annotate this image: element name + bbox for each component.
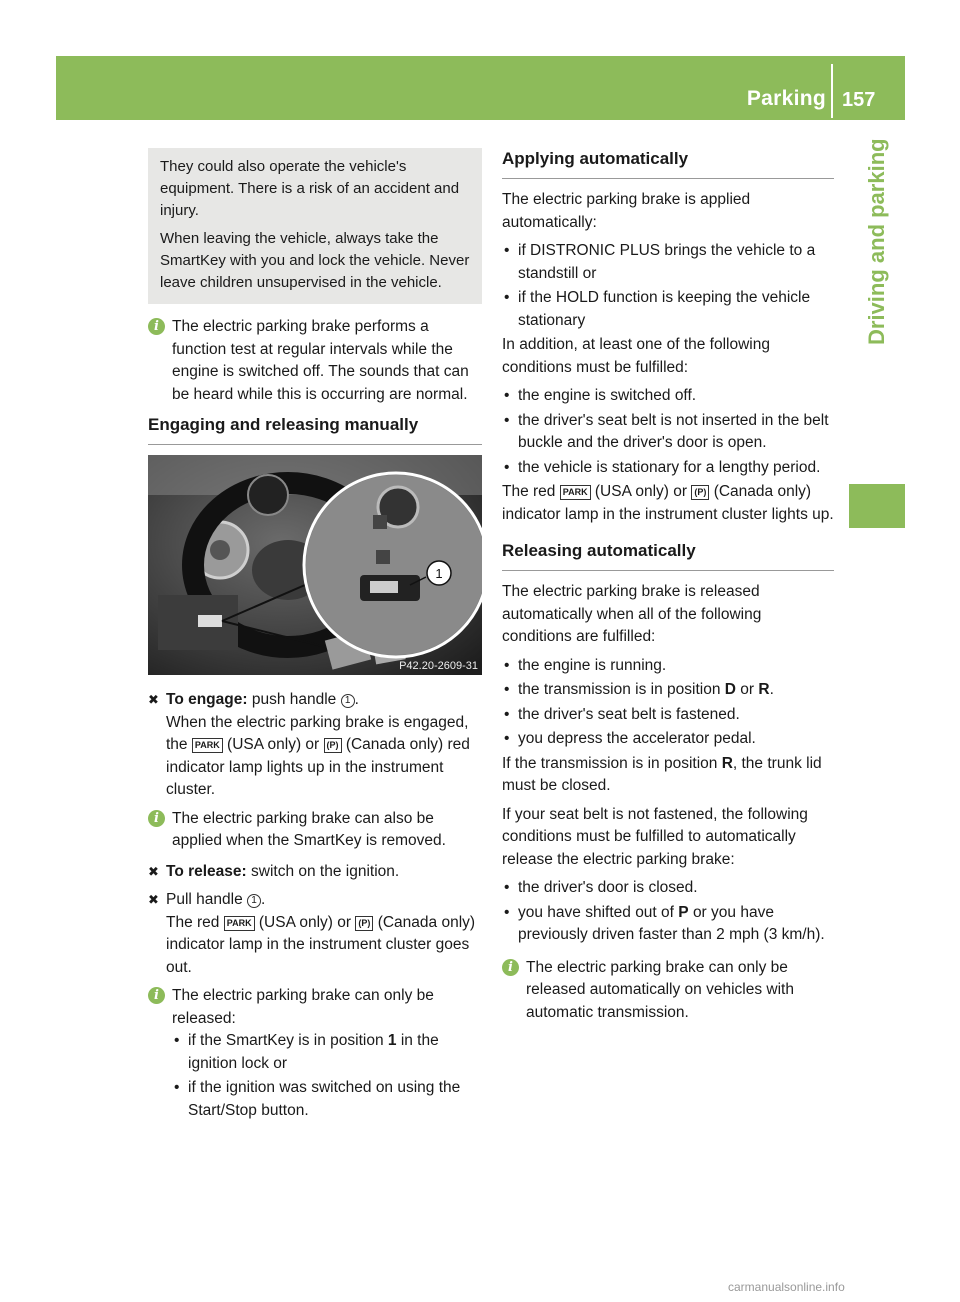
list-item: • the driver's seat belt is fastened.	[504, 705, 740, 723]
step-arrow-icon: ✖	[148, 892, 159, 907]
left-column	[148, 148, 482, 1130]
list-item: • you have shifted out of P or you have previously driven faster than 2 mph (3 km/h).	[504, 903, 825, 943]
header-divider	[831, 64, 833, 118]
list-item: • the driver's seat belt is not inserted in the belt buckle and the driver's door is open.	[504, 411, 829, 451]
list-item: • the engine is running.	[504, 656, 667, 674]
callout-1-icon: 1	[341, 694, 355, 708]
list-item: • if DISTRONIC PLUS brings the vehicle to a standstill or	[504, 242, 816, 282]
section-title: Parking	[746, 87, 826, 110]
list-item: • the vehicle is stationary for a lengthy period.	[504, 458, 821, 476]
chapter-tab	[849, 120, 905, 470]
step-pull: ✖ Pull handle 1 . The red PARK (USA only) or (P) (Canada only) indicator lamp in the instrument cluster goes out.	[148, 891, 476, 976]
chapter-tab-label: Driving and parking	[864, 138, 889, 345]
chapter-marker	[849, 484, 905, 528]
footer-watermark: carmanualsonline.info	[728, 1280, 845, 1294]
info-icon: i	[148, 810, 165, 827]
heading-engaging-releasing: Engaging and releasing manually	[148, 414, 482, 445]
p-circle-lamp-icon: (P)	[324, 738, 342, 753]
list-item: • the driver's door is closed.	[504, 879, 698, 896]
step-engage: ✖ To engage: push handle 1 . When the electric parking brake is engaged, the PARK (USA only) or (P) (Canada only) red indicator lamp lights up in the instrument cluster.	[148, 691, 470, 798]
warning-text-1: They could also operate the vehicle's equipment. There is a risk of an accident and injury.	[160, 158, 460, 219]
list-item: • the engine is switched off.	[504, 387, 697, 404]
page-header	[56, 56, 905, 120]
page-number: 157	[842, 89, 876, 111]
trunk-paragraph: If the transmission is in position R, the trunk lid must be closed.	[502, 754, 822, 794]
warning-text-2: When leaving the vehicle, always take the SmartKey with you and lock the vehicle. Never leave children unsupervised in the vehicle.	[160, 230, 470, 291]
info-icon: i	[148, 987, 165, 1004]
p-circle-lamp-icon: (P)	[355, 916, 373, 931]
step-release: ✖ To release: switch on the ignition.	[148, 861, 482, 884]
heading-applying-automatically: Applying automatically	[502, 148, 834, 179]
callout-1-icon: 1	[247, 894, 261, 908]
list-item: • if the HOLD function is keeping the vehicle stationary	[504, 289, 811, 329]
step-arrow-icon: ✖	[148, 692, 159, 707]
p-circle-lamp-icon: (P)	[691, 485, 709, 500]
steering-wheel-illustration	[148, 455, 482, 675]
list-item: • if the SmartKey is in position 1 in the ignition lock or	[174, 1032, 439, 1072]
info-icon: i	[148, 318, 165, 335]
list-item: • you depress the accelerator pedal.	[504, 730, 756, 747]
info-icon: i	[502, 959, 519, 976]
list-item: • if the ignition was switched on using the Start/Stop button.	[174, 1079, 461, 1119]
step-arrow-icon: ✖	[148, 863, 159, 879]
right-column: Applying automatically The electric parking brake is applied automatically: • if DISTRONIC PLUS brings the vehicle to a standstill or • if the HOLD function is keeping the vehicle stationary In addition, at least one of the following conditions must be fulfilled: • the engine is switched off. • the driver's seat belt is not inserted in the belt buckle and the driver's door is open. • the vehicle is stationary for a lengthy period. The red PARK (USA only) or (P) (Canada only) indicator lamp in the instrument cluster lights up. Releasing automatically The electric parking brake is released automatically when all of the following conditions are fulfilled: • the engine is running. • the transmission is in position D or R. • the driver's seat belt is fastened. • you depress the accelerator pedal. If the transmission is in position R, the trunk lid must be closed. If your seat belt is not fastened, the following conditions must be fulfilled to automatically release the electric parking brake: • the driver's door is closed. • you have shifted out of P or you have previously driven faster than 2 mph (3 km/h). i The electric parking brake can only be released automatically on vehicles with automatic transmission.	[502, 148, 834, 1032]
callout-1: 1	[435, 566, 443, 581]
heading-releasing-automatically: Releasing automatically	[502, 540, 834, 571]
info-note: i The electric parking brake can only be released: • if the SmartKey is in position 1 in the ignition lock or • if the ignition was switched on using the Start/Stop button.	[148, 985, 482, 1122]
info-note: i The electric parking brake can only be released automatically on vehicles with automatic transmission.	[502, 957, 834, 1025]
dashboard-photo	[148, 455, 482, 675]
park-lamp-icon: PARK	[560, 485, 591, 500]
info-note: i The electric parking brake performs a function test at regular intervals while the engine is switched off. The sounds that can be heard while this is occurring are normal.	[148, 316, 482, 406]
park-lamp-icon: PARK	[192, 738, 223, 753]
info-note: i The electric parking brake can also be applied when the SmartKey is removed.	[148, 808, 482, 853]
lamp-paragraph: The red PARK (USA only) or (P) (Canada only) indicator lamp in the instrument cluster lights up.	[502, 483, 834, 523]
photo-code: P42.20-2609-31	[399, 660, 478, 672]
warning-box	[148, 148, 482, 304]
list-item: • the transmission is in position D or R.	[504, 681, 774, 698]
park-lamp-icon: PARK	[224, 916, 255, 931]
